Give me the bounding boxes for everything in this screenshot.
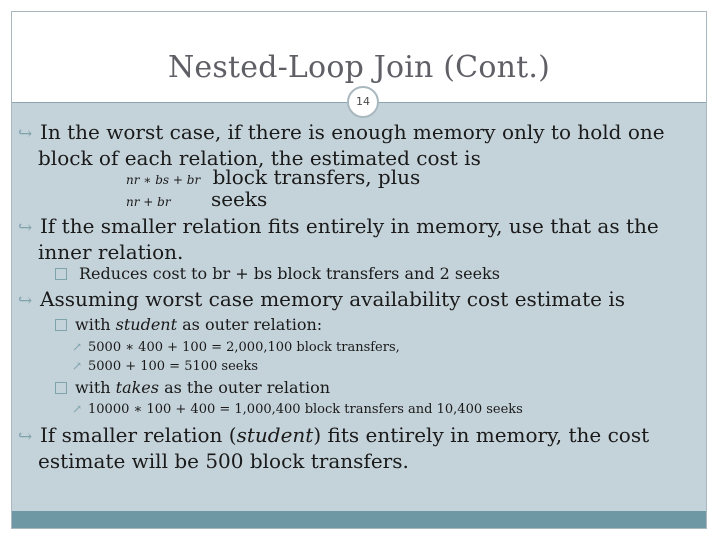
sub-bullet-text: Reduces cost to br + bs block transfers and 2 seeks (79, 264, 500, 283)
item-student-transfers (72, 338, 400, 357)
sub-bullet-takes-outer (55, 378, 330, 398)
curved-arrow-bullet-icon: ↪ (18, 427, 33, 447)
formula-math: nr ∗ bs + br (126, 173, 201, 187)
bullet-worst-case (18, 120, 678, 170)
bullet-text: If smaller relation ( (40, 423, 237, 447)
bullet-text-continued: inner relation. (38, 240, 184, 264)
arrow-bullet-icon: ↗ (72, 402, 83, 416)
bullet-text-continued: block of each relation, the estimated cost is (38, 146, 481, 170)
item-text: 10000 ∗ 100 + 400 = 1,000,400 block transfers and 10,400 seeks (88, 402, 523, 417)
curved-arrow-bullet-icon: ↪ (18, 124, 33, 144)
curved-arrow-bullet-icon: ↪ (18, 291, 33, 311)
footer-band (12, 511, 706, 528)
sub-bullet-reduces-cost (55, 264, 500, 284)
formula-label: seeks (210, 187, 268, 211)
sub-bullet-text: as the outer relation (158, 378, 331, 397)
square-outline-bullet-icon (55, 268, 67, 280)
slide-number-badge: 14 (347, 86, 379, 118)
formula-label: block transfers, plus (212, 165, 421, 189)
item-text: 5000 ∗ 400 + 100 = 2,000,100 block transfers, (88, 340, 400, 355)
arrow-bullet-icon: ↗ (72, 359, 83, 373)
sub-bullet-student-outer (55, 315, 322, 335)
sub-bullet-text: with (75, 315, 116, 334)
formula-seeks (126, 188, 267, 213)
bullet-text: In the worst case, if there is enough memory only to hold one (40, 120, 665, 144)
bullet-text-continued: estimate will be 500 block transfers. (38, 449, 409, 473)
item-student-seeks (72, 357, 258, 376)
bullet-text: ) fits entirely in memory, the cost (313, 423, 650, 447)
item-text: 5000 + 100 = 5100 seeks (88, 359, 259, 374)
square-outline-bullet-icon (55, 382, 67, 394)
bullet-text: If the smaller relation fits entirely in memory, use that as the (40, 214, 659, 238)
sub-bullet-emphasis: student (115, 315, 178, 334)
sub-bullet-text: as outer relation: (177, 315, 323, 334)
item-takes-transfers (72, 400, 523, 419)
formula-math: nr + br (126, 195, 171, 209)
bullet-student-fits-memory (18, 423, 678, 473)
sub-bullet-text: with (75, 378, 116, 397)
slide-title: Nested-Loop Join (Cont.) (167, 50, 550, 85)
arrow-bullet-icon: ↗ (72, 340, 83, 354)
bullet-text: Assuming worst case memory availability cost estimate is (40, 287, 625, 311)
curved-arrow-bullet-icon: ↪ (18, 218, 33, 238)
bullet-assuming-worst-case (18, 287, 678, 313)
sub-bullet-emphasis: takes (115, 378, 159, 397)
bullet-smaller-relation (18, 214, 678, 264)
slide-frame (11, 11, 707, 529)
square-outline-bullet-icon (55, 319, 67, 331)
bullet-emphasis: student (236, 423, 314, 447)
